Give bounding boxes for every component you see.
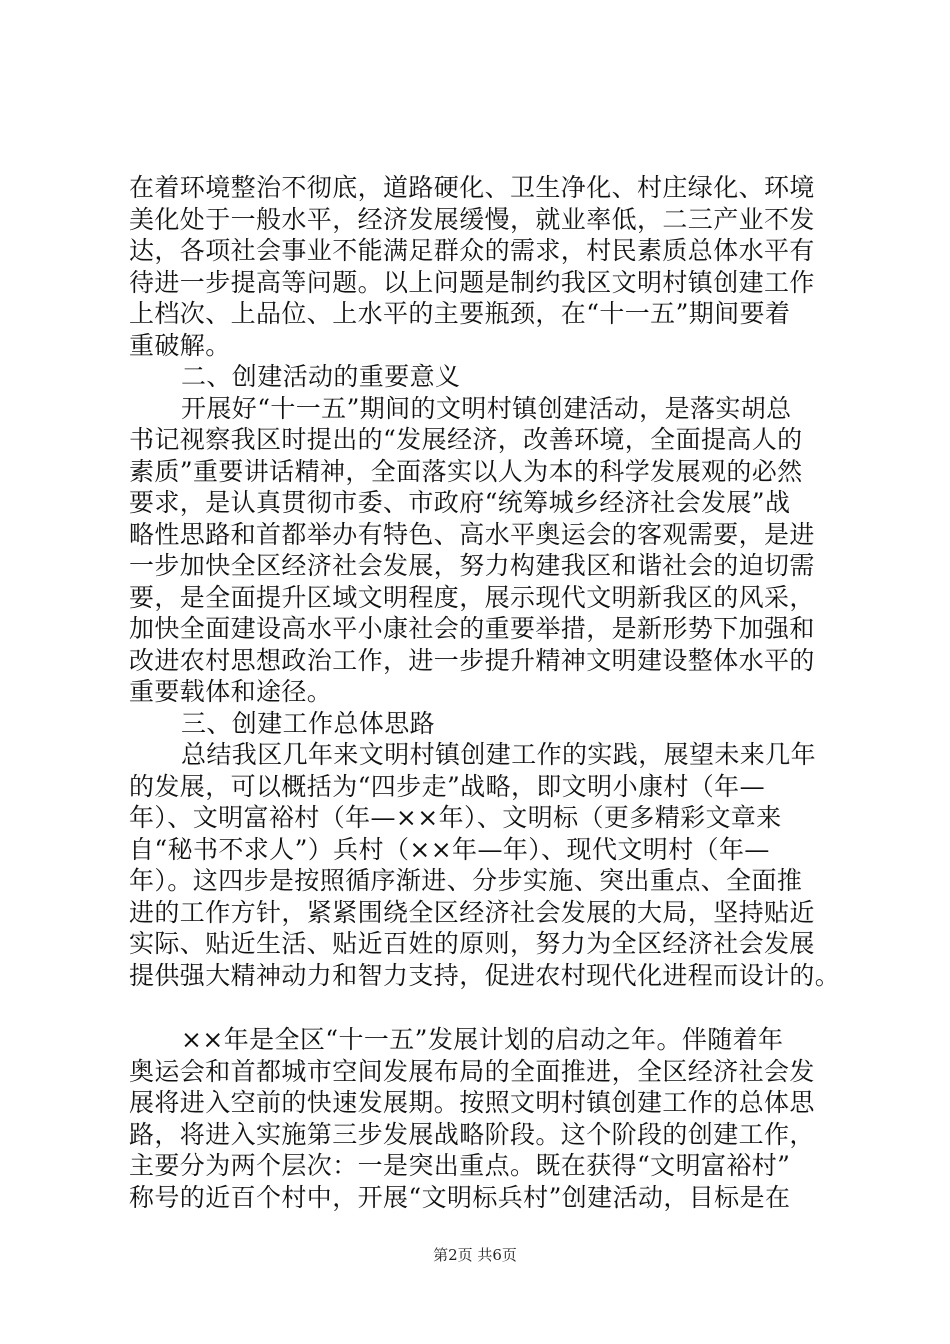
text-line: 主要分为两个层次：一是突出重点。既在获得“文明富裕村” [129,1151,791,1180]
text-line: 路，将进入实施第三步发展战略阶段。这个阶段的创建工作， [129,1119,815,1149]
text-line: 年）。这四步是按照循序渐进、分步实施、突出重点、全面推 [129,866,803,895]
text-line: 展将进入空前的快速发展期。按照文明村镇创建工作的总体思 [129,1088,815,1117]
text-line: ××年是全区“十一五”发展计划的启动之年。伴随着年 [181,1025,784,1054]
paragraph-4 [129,1024,829,1213]
section-heading-2: 二、创建活动的重要意义 [181,362,461,391]
text-line: 要求，是认真贯彻市委、市政府“统筹城乡经济社会发展”战 [129,488,791,517]
text-line: 开展好“十一五”期间的文明村镇创建活动，是落实胡总 [181,393,792,423]
text-line: 实际、贴近生活、贴近百姓的原则，努力为全区经济社会发展 [129,929,815,958]
document-body [129,172,841,1213]
text-line: 的发展，可以概括为“四步走”战略，即文明小康村（年— [129,771,765,801]
text-line: 提供强大精神动力和智力支持，促进农村现代化进程而设计的。 [129,960,841,990]
text-line: 称号的近百个村中，开展“文明标兵村”创建活动，目标是在 [129,1182,791,1212]
text-line: 达，各项社会事业不能满足群众的需求，村民素质总体水平有 [129,236,815,265]
text-line: 自“秘书不求人”）兵村（××年—年）、现代文明村（年— [129,834,770,864]
text-line: 素质”重要讲话精神，全面落实以人为本的科学发展观的必然 [129,456,803,486]
text-line: 总结我区几年来文明村镇创建工作的实践，展望未来几年 [181,740,817,769]
text-line: 奥运会和首都城市空间发展布局的全面推进，全区经济社会发 [129,1056,815,1086]
page-number-footer: 第2页 共6页 [433,1246,517,1264]
text-line: 进的工作方针，紧紧围绕全区经济社会发展的大局，坚持贴近 [129,897,815,927]
text-line: 美化处于一般水平，经济发展缓慢，就业率低，二三产业不发 [129,204,815,234]
text-line: 重破解。 [129,330,231,360]
text-line: 书记视察我区时提出的“发展经济，改善环境，全面提高人的 [129,425,803,454]
paragraph-spacer [129,991,829,1024]
text-line: 待进一步提高等问题。以上问题是制约我区文明村镇创建工作 [129,267,815,297]
section-heading-3: 三、创建工作总体思路 [181,708,436,738]
text-line: 在着环境整治不彻底，道路硬化、卫生净化、村庄绿化、环境 [129,173,815,202]
text-line: 年）、文明富裕村（年—××年）、文明标（更多精彩文章来 [129,803,782,832]
text-line: 一步加快全区经济社会发展，努力构建我区和谐社会的迫切需 [129,551,815,580]
text-line: 略性思路和首都举办有特色、高水平奥运会的客观需要，是进 [129,519,815,549]
paragraph-1 [129,172,829,361]
text-line: 重要载体和途径。 [129,677,333,706]
paragraph-2 [129,393,829,708]
text-line: 要，是全面提升区域文明程度，展示现代文明新我区的风采， [129,582,815,612]
paragraph-3 [129,739,841,991]
text-line: 加快全面建设高水平小康社会的重要举措，是新形势下加强和 [129,614,815,643]
text-line: 改进农村思想政治工作，进一步提升精神文明建设整体水平的 [129,645,815,675]
text-line: 上档次、上品位、上水平的主要瓶颈，在“十一五”期间要着 [129,299,791,328]
